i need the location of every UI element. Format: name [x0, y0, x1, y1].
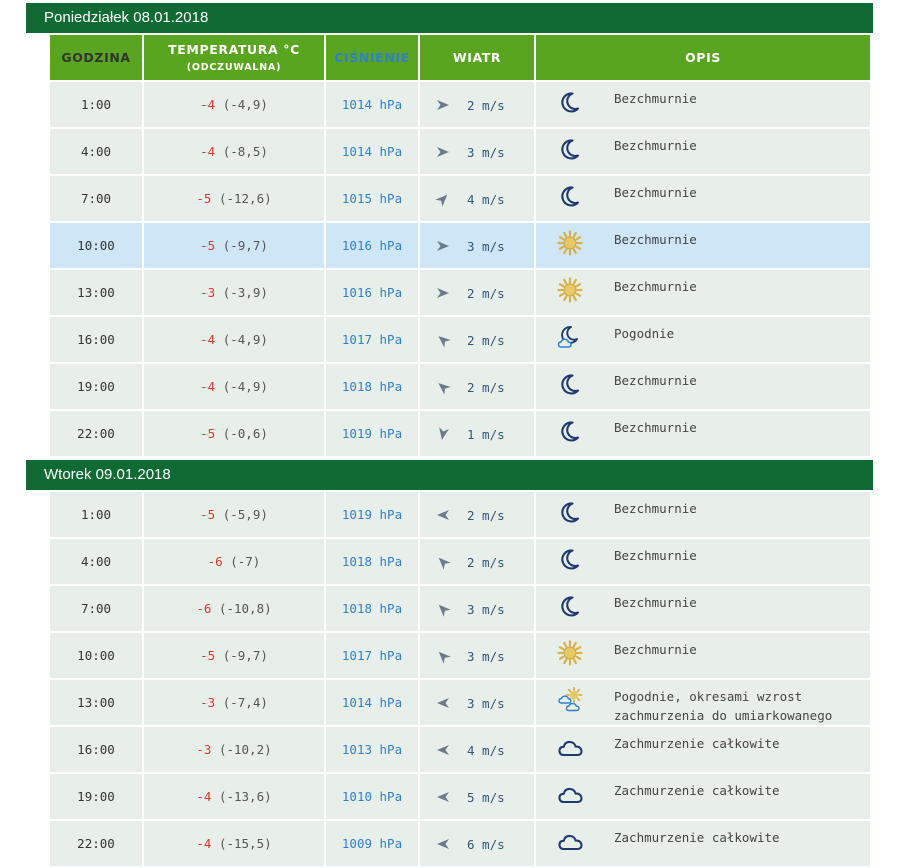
description-text: Zachmurzenie całkowite — [614, 830, 780, 845]
sun-icon — [557, 230, 583, 256]
cloud-icon — [557, 781, 583, 807]
time-cell: 19:00 — [50, 364, 142, 409]
temperature-cell — [144, 774, 324, 819]
feels-like-value: (-4,9) — [222, 97, 268, 112]
time-cell: 7:00 — [50, 176, 142, 221]
table-row — [50, 270, 870, 315]
pressure-cell: 1017 hPa — [326, 633, 418, 678]
pressure-cell: 1009 hPa — [326, 821, 418, 866]
temperature-value: -4 — [200, 332, 216, 347]
table-row — [50, 633, 870, 678]
temperature-value: -3 — [200, 285, 216, 300]
wind-direction-icon — [433, 599, 453, 619]
table-row — [50, 223, 870, 268]
forecast-table — [48, 33, 872, 458]
temperature-value: -5 — [200, 238, 216, 253]
table-row — [50, 129, 870, 174]
wind-direction-icon — [433, 377, 453, 397]
description-text: Bezchmurnie — [614, 138, 697, 153]
header-temperatura — [144, 35, 324, 80]
description-cell — [536, 633, 870, 678]
description-cell — [536, 176, 870, 221]
wind-direction-icon — [433, 552, 453, 572]
description-cell — [536, 727, 870, 772]
temperature-cell — [144, 586, 324, 631]
description-cell — [536, 82, 870, 127]
pressure-cell: 1018 hPa — [326, 364, 418, 409]
day-title: Wtorek 09.01.2018 — [26, 460, 873, 490]
sun-icon — [557, 640, 583, 666]
wind-cell — [420, 270, 534, 315]
temperature-cell — [144, 727, 324, 772]
wind-direction-icon — [433, 646, 453, 666]
time-cell: 4:00 — [50, 539, 142, 584]
header-godzina: GODZINA — [50, 35, 142, 80]
table-row — [50, 176, 870, 221]
pressure-cell: 1018 hPa — [326, 539, 418, 584]
wind-speed: 3 m/s — [467, 648, 505, 664]
table-row — [50, 492, 870, 537]
time-cell: 1:00 — [50, 82, 142, 127]
wind-speed: 6 m/s — [467, 836, 505, 852]
pressure-cell: 1018 hPa — [326, 586, 418, 631]
wind-direction-icon — [435, 426, 451, 442]
wind-cell — [420, 633, 534, 678]
description-cell — [536, 411, 870, 456]
feels-like-value: (-5,9) — [222, 507, 268, 522]
feels-like-value: (-12,6) — [218, 191, 272, 206]
feels-like-value: (-9,7) — [222, 648, 268, 663]
wind-speed: 2 m/s — [467, 332, 505, 348]
time-cell: 22:00 — [50, 411, 142, 456]
wind-speed: 2 m/s — [467, 507, 505, 523]
table-row — [50, 411, 870, 456]
wind-speed: 5 m/s — [467, 789, 505, 805]
moon-icon — [557, 499, 583, 525]
temperature-cell — [144, 176, 324, 221]
description-cell — [536, 364, 870, 409]
wind-cell — [420, 223, 534, 268]
table-row — [50, 364, 870, 409]
description-text: Zachmurzenie całkowite — [614, 783, 780, 798]
description-text: Bezchmurnie — [614, 185, 697, 200]
moon-icon — [557, 183, 583, 209]
temperature-value: -5 — [200, 426, 216, 441]
sun-cloud-icon — [557, 687, 583, 713]
description-text: Bezchmurnie — [614, 642, 697, 657]
temperature-cell — [144, 317, 324, 362]
description-cell — [536, 680, 870, 725]
feels-like-value: (-3,9) — [222, 285, 268, 300]
table-header-row — [50, 35, 870, 80]
wind-speed: 2 m/s — [467, 554, 505, 570]
feels-like-value: (-7) — [230, 554, 261, 569]
wind-direction-icon — [436, 790, 450, 804]
header-odczuwalna: (ODCZUWALNA) — [186, 62, 282, 73]
moon-icon — [557, 546, 583, 572]
wind-cell — [420, 539, 534, 584]
temperature-cell — [144, 223, 324, 268]
wind-direction-icon — [436, 98, 450, 112]
temperature-value: -5 — [200, 507, 216, 522]
table-row — [50, 586, 870, 631]
description-text: Zachmurzenie całkowite — [614, 736, 780, 751]
table-row — [50, 821, 870, 866]
wind-speed: 4 m/s — [467, 191, 505, 207]
temperature-value: -6 — [207, 554, 223, 569]
wind-speed: 4 m/s — [467, 742, 505, 758]
time-cell: 19:00 — [50, 774, 142, 819]
temperature-value: -4 — [196, 836, 212, 851]
moon-icon — [557, 593, 583, 619]
description-cell — [536, 223, 870, 268]
time-cell: 13:00 — [50, 680, 142, 725]
pressure-cell: 1016 hPa — [326, 223, 418, 268]
feels-like-value: (-10,2) — [218, 742, 272, 757]
day-section — [26, 3, 873, 458]
temperature-value: -4 — [200, 144, 216, 159]
day-section — [26, 460, 873, 868]
pressure-cell: 1014 hPa — [326, 680, 418, 725]
forecast-rows — [50, 492, 870, 866]
description-cell — [536, 539, 870, 584]
time-cell: 22:00 — [50, 821, 142, 866]
wind-direction-icon — [436, 837, 450, 851]
wind-cell — [420, 586, 534, 631]
temperature-cell — [144, 270, 324, 315]
table-row — [50, 680, 870, 725]
temperature-value: -4 — [200, 97, 216, 112]
temperature-cell — [144, 129, 324, 174]
description-cell — [536, 317, 870, 362]
temperature-value: -3 — [200, 695, 216, 710]
description-text: Pogodnie — [614, 326, 675, 341]
wind-direction-icon — [436, 508, 450, 522]
description-cell — [536, 492, 870, 537]
feels-like-value: (-10,8) — [218, 601, 272, 616]
temperature-value: -6 — [196, 601, 212, 616]
temperature-cell — [144, 492, 324, 537]
table-row — [50, 727, 870, 772]
day-title: Poniedziałek 08.01.2018 — [26, 3, 873, 33]
feels-like-value: (-0,6) — [222, 426, 268, 441]
description-text: Bezchmurnie — [614, 548, 697, 563]
forecast-table — [48, 490, 872, 868]
pressure-cell: 1013 hPa — [326, 727, 418, 772]
wind-cell — [420, 317, 534, 362]
wind-speed: 3 m/s — [467, 695, 505, 711]
wind-speed: 1 m/s — [467, 426, 505, 442]
time-cell: 1:00 — [50, 492, 142, 537]
cloud-icon — [557, 828, 583, 854]
pressure-cell: 1017 hPa — [326, 317, 418, 362]
pressure-cell: 1016 hPa — [326, 270, 418, 315]
description-text: Bezchmurnie — [614, 279, 697, 294]
wind-direction-icon — [436, 286, 450, 300]
moon-icon — [557, 89, 583, 115]
temperature-value: -3 — [196, 742, 212, 757]
temperature-cell — [144, 680, 324, 725]
time-cell: 10:00 — [50, 223, 142, 268]
wind-cell — [420, 774, 534, 819]
time-cell: 13:00 — [50, 270, 142, 315]
wind-cell — [420, 129, 534, 174]
description-cell — [536, 774, 870, 819]
temperature-cell — [144, 82, 324, 127]
description-text: Bezchmurnie — [614, 420, 697, 435]
wind-direction-icon — [436, 239, 450, 253]
wind-cell — [420, 492, 534, 537]
wind-cell — [420, 411, 534, 456]
header-wiatr: WIATR — [420, 35, 534, 80]
cloud-icon — [557, 734, 583, 760]
wind-direction-icon — [433, 330, 453, 350]
temperature-value: -4 — [196, 789, 212, 804]
feels-like-value: (-15,5) — [218, 836, 272, 851]
wind-speed: 2 m/s — [467, 285, 505, 301]
header-cisnienie: CIŚNIENIE — [326, 35, 418, 80]
feels-like-value: (-9,7) — [222, 238, 268, 253]
wind-speed: 3 m/s — [467, 601, 505, 617]
moon-cloud-icon — [557, 324, 583, 350]
wind-direction-icon — [436, 696, 450, 710]
description-cell — [536, 821, 870, 866]
table-row — [50, 82, 870, 127]
wind-speed: 2 m/s — [467, 97, 505, 113]
wind-cell — [420, 176, 534, 221]
description-text: Pogodnie, okresami wzrost zachmurzenia do umiarkowanego — [614, 689, 833, 723]
wind-speed: 2 m/s — [467, 379, 505, 395]
feels-like-value: (-7,4) — [222, 695, 268, 710]
feels-like-value: (-4,9) — [222, 379, 268, 394]
temperature-value: -5 — [200, 648, 216, 663]
temperature-cell — [144, 411, 324, 456]
wind-direction-icon — [433, 189, 453, 209]
sun-icon — [557, 277, 583, 303]
feels-like-value: (-4,9) — [222, 332, 268, 347]
description-text: Bezchmurnie — [614, 232, 697, 247]
description-text: Bezchmurnie — [614, 501, 697, 516]
temperature-value: -4 — [200, 379, 216, 394]
description-text: Bezchmurnie — [614, 373, 697, 388]
time-cell: 16:00 — [50, 317, 142, 362]
table-row — [50, 317, 870, 362]
forecast-rows — [50, 82, 870, 456]
time-cell: 7:00 — [50, 586, 142, 631]
pressure-cell: 1019 hPa — [326, 411, 418, 456]
wind-cell — [420, 821, 534, 866]
moon-icon — [557, 371, 583, 397]
pressure-cell: 1010 hPa — [326, 774, 418, 819]
wind-cell — [420, 82, 534, 127]
description-cell — [536, 586, 870, 631]
wind-cell — [420, 680, 534, 725]
wind-speed: 3 m/s — [467, 144, 505, 160]
feels-like-value: (-8,5) — [222, 144, 268, 159]
wind-direction-icon — [436, 145, 450, 159]
pressure-cell: 1019 hPa — [326, 492, 418, 537]
description-text: Bezchmurnie — [614, 595, 697, 610]
wind-direction-icon — [436, 743, 450, 757]
header-opis: OPIS — [536, 35, 870, 80]
pressure-cell: 1015 hPa — [326, 176, 418, 221]
time-cell: 16:00 — [50, 727, 142, 772]
temperature-cell — [144, 539, 324, 584]
pressure-cell: 1014 hPa — [326, 82, 418, 127]
temperature-cell — [144, 821, 324, 866]
wind-cell — [420, 364, 534, 409]
pressure-cell: 1014 hPa — [326, 129, 418, 174]
temperature-cell — [144, 364, 324, 409]
feels-like-value: (-13,6) — [218, 789, 272, 804]
temperature-cell — [144, 633, 324, 678]
table-row — [50, 539, 870, 584]
description-text: Bezchmurnie — [614, 91, 697, 106]
moon-icon — [557, 136, 583, 162]
time-cell: 4:00 — [50, 129, 142, 174]
wind-speed: 3 m/s — [467, 238, 505, 254]
time-cell: 10:00 — [50, 633, 142, 678]
moon-icon — [557, 418, 583, 444]
wind-cell — [420, 727, 534, 772]
description-cell — [536, 129, 870, 174]
description-cell — [536, 270, 870, 315]
temperature-value: -5 — [196, 191, 212, 206]
header-temperatura-label: TEMPERATURA °C — [168, 42, 300, 57]
table-row — [50, 774, 870, 819]
